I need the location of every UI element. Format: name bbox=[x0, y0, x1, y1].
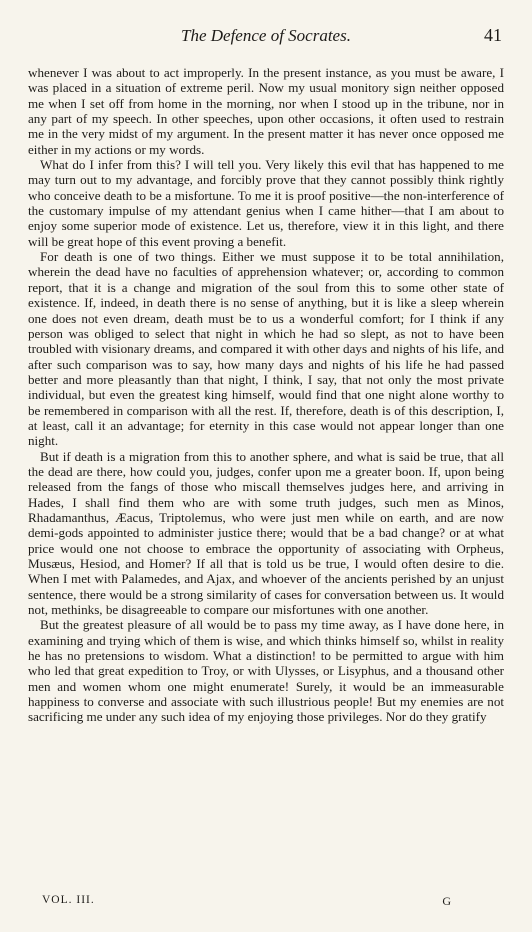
paragraph: What do I infer from this? I will tell you. Very likely this evil that has happened to me may turn out to my advantage, and forcibly prove that they cannot possibly think rightly who conceive death to be a misfortune. To me it is proof positive—the non-interference of the customary impulse of my attendant genius when I came hither—that I am about to enjoy some superior mode of existence. Let us, therefore, view it in this light, and there will be great hope of this event proving a benefit. bbox=[28, 157, 504, 249]
volume-label: VOL. III. bbox=[42, 894, 95, 906]
page-footer bbox=[42, 894, 452, 906]
page-number: 41 bbox=[484, 25, 502, 45]
page-title: The Defence of Socrates. bbox=[181, 26, 351, 45]
paragraph: For death is one of two things. Either we must suppose it to be total annihilation, wherein the dead have no faculties of apprehension whatever; or, according to common report, that it is a change and migration of the soul from this to some other state of existence. If, indeed, in death there is no sense of anything, but it is like a sleep wherein one does not even dream, death must be to us a wonderful comfort; for I think if any person was obliged to select that night in which he had so slept, as not to have been troubled with visionary dreams, and compared it with other days and nights of his life, and after such comparison was to say, how many days and nights of his life he had passed better and more pleasantly than that night, I think, I say, that not only the most private individual, but even the greatest king himself, would find that one night alone worthy to be remembered in comparison with all the rest. If, therefore, death is of this description, I, at least, call it an advantage; for eternity in this case would not appear longer than one night. bbox=[28, 249, 504, 449]
paragraph: But the greatest pleasure of all would be to pass my time away, as I have done here, in examining and trying which of them is wise, and which thinks himself so, whilst in reality he has no pretensions to wisdom. What a distinction! to be permitted to argue with him who led that great expedition to Troy, or with Ulysses, or Lisyphus, and a thousand other men and women whom one might enumerate! Surely, it would be an immeasurable happiness to converse and associate with such illustrious people! But my enemies are not sacrificing me under any such idea of my enjoying those privileges. Nor do they gratify bbox=[28, 617, 504, 725]
body-text bbox=[28, 65, 504, 725]
page bbox=[28, 26, 504, 725]
paragraph: whenever I was about to act improperly. In the present instance, as you must be aware, I was placed in a situation of extreme peril. Now my usual monitory sign neither opposed me when I set off from home in the morning, nor when I stood up in the tribune, nor in any part of my speech. In other speeches, upon other occasions, it often used to restrain me in the very midst of my argument. In the present matter it has never once opposed me either in my actions or my words. bbox=[28, 65, 504, 157]
running-head bbox=[28, 26, 504, 48]
paragraph: But if death is a migration from this to another sphere, and what is said be true, that all the dead are there, how could you, judges, confer upon me a greater boon. If, upon being released from the fangs of those who miscall themselves judges here, and arriving in Hades, I shall find them who are with some truth judges, such men as Minos, Rhadamanthus, Æacus, Triptolemus, who were just men while on earth, and are now demi-gods appointed to administer justice there; would that be a bad change? or at what price would one not choose to embrace the opportunity of associating with Orpheus, Musæus, Hesiod, and Homer? If all that is told us be true, I would often desire to die. When I met with Palamedes, and Ajax, and whoever of the ancients perished by an unjust sentence, there would be a strong similarity of cases for conversation between us. It would not, methinks, be disagreeable to compare our misfortunes with one another. bbox=[28, 448, 504, 618]
signature-mark: G bbox=[442, 894, 452, 908]
